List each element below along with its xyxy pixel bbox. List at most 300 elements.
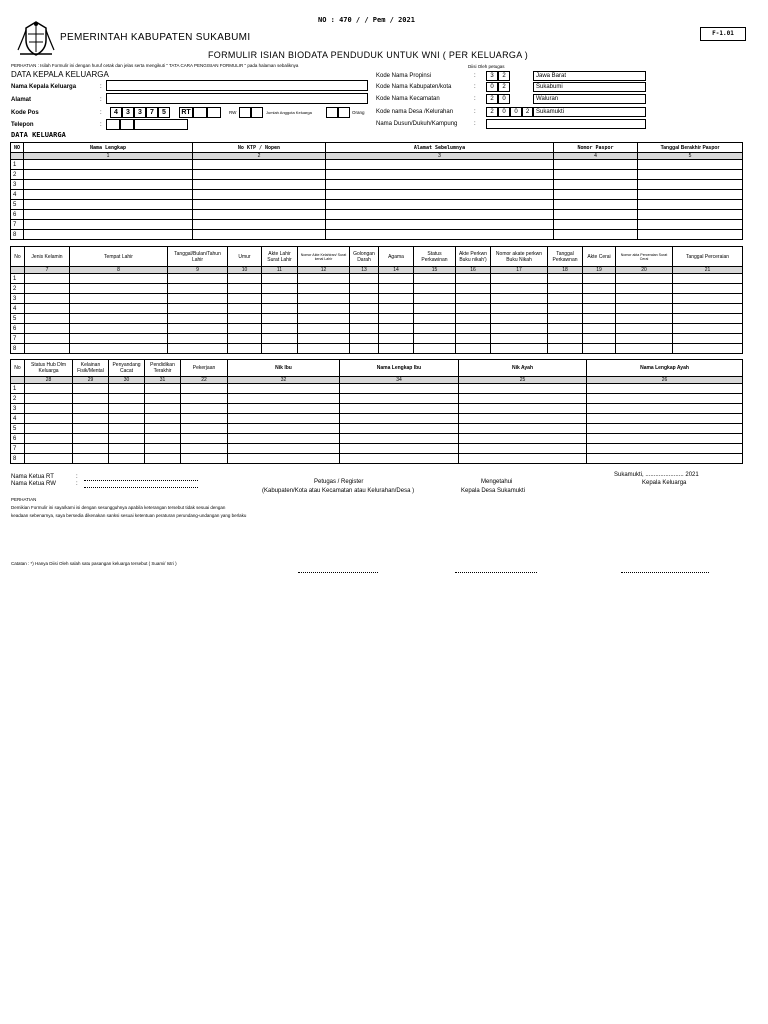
col-header: Umur — [228, 247, 262, 267]
table-cell[interactable] — [181, 384, 228, 394]
rw-input[interactable] — [239, 107, 251, 118]
postcode-digit[interactable]: 4 — [110, 107, 122, 118]
table-cell[interactable] — [340, 404, 459, 414]
table-row — [11, 454, 743, 464]
col-header: Penyandang Cacat — [109, 360, 145, 377]
table-cell[interactable] — [262, 304, 298, 314]
table-cell[interactable] — [616, 314, 673, 324]
table-cell[interactable] — [554, 180, 638, 190]
province-name[interactable]: Jawa Barat — [533, 71, 646, 81]
table-cell[interactable] — [228, 454, 340, 464]
table-cell[interactable] — [456, 284, 491, 294]
table-cell[interactable] — [70, 314, 168, 324]
table-cell[interactable] — [456, 314, 491, 324]
table-cell[interactable] — [73, 384, 109, 394]
table-cell[interactable] — [25, 314, 70, 324]
members-input[interactable] — [338, 107, 350, 118]
table-cell[interactable] — [25, 274, 70, 284]
phone-input[interactable] — [134, 119, 188, 130]
table-cell[interactable] — [379, 314, 414, 324]
table-cell[interactable] — [25, 424, 73, 434]
district-name[interactable]: Waluran — [533, 94, 646, 104]
postcode-digit[interactable]: 3 — [134, 107, 146, 118]
table-cell[interactable] — [673, 304, 743, 314]
village-name[interactable]: Sukamukti — [533, 107, 646, 117]
col-number: 18 — [548, 267, 583, 274]
table-cell[interactable] — [548, 294, 583, 304]
row-number: 2 — [11, 394, 25, 404]
table-cell[interactable] — [491, 284, 548, 294]
table-cell[interactable] — [109, 414, 145, 424]
table-cell[interactable] — [587, 404, 743, 414]
table-cell[interactable] — [491, 314, 548, 324]
table-cell[interactable] — [228, 424, 340, 434]
table-cell[interactable] — [616, 294, 673, 304]
table-cell[interactable] — [262, 284, 298, 294]
table-cell[interactable] — [262, 344, 298, 354]
table-cell[interactable] — [379, 344, 414, 354]
table-cell[interactable] — [24, 210, 193, 220]
table-cell[interactable] — [491, 344, 548, 354]
table-cell[interactable] — [228, 314, 262, 324]
table-cell[interactable] — [168, 284, 228, 294]
table-cell[interactable] — [298, 344, 350, 354]
table-cell[interactable] — [228, 324, 262, 334]
table-cell[interactable] — [548, 284, 583, 294]
table-cell[interactable] — [554, 190, 638, 200]
table-cell[interactable] — [583, 284, 616, 294]
table-cell[interactable] — [145, 414, 181, 424]
table-cell[interactable] — [145, 404, 181, 414]
table-cell[interactable] — [673, 284, 743, 294]
table-cell[interactable] — [181, 444, 228, 454]
table-cell[interactable] — [459, 434, 587, 444]
family-head-signature-line[interactable] — [621, 569, 709, 573]
table-cell[interactable] — [414, 344, 456, 354]
table-cell[interactable] — [587, 454, 743, 464]
table-cell[interactable] — [298, 294, 350, 304]
col-header: Kelainan Fisik/Mental — [73, 360, 109, 377]
table-cell[interactable] — [414, 314, 456, 324]
table-cell[interactable] — [193, 200, 326, 210]
emblem-icon — [16, 20, 56, 58]
table-cell[interactable] — [25, 334, 70, 344]
table-cell[interactable] — [673, 274, 743, 284]
table-cell[interactable] — [168, 294, 228, 304]
table-cell[interactable] — [109, 424, 145, 434]
table-cell[interactable] — [414, 274, 456, 284]
table-cell[interactable] — [109, 384, 145, 394]
table-cell[interactable] — [554, 160, 638, 170]
table-cell[interactable] — [109, 454, 145, 464]
table-cell[interactable] — [73, 434, 109, 444]
table-cell[interactable] — [24, 180, 193, 190]
table-cell[interactable] — [491, 304, 548, 314]
table-cell[interactable] — [25, 384, 73, 394]
col-number: 17 — [491, 267, 548, 274]
table-cell[interactable] — [350, 274, 379, 284]
col-header: Akte Lahir Surat Lahir — [262, 247, 298, 267]
table-cell[interactable] — [73, 444, 109, 454]
table-cell[interactable] — [456, 294, 491, 304]
table-cell[interactable] — [24, 170, 193, 180]
table-cell[interactable] — [638, 180, 743, 190]
table-cell[interactable] — [326, 210, 554, 220]
table-cell[interactable] — [340, 384, 459, 394]
table-cell[interactable] — [145, 424, 181, 434]
table-cell[interactable] — [350, 314, 379, 324]
table-cell[interactable] — [70, 334, 168, 344]
table-cell[interactable] — [548, 274, 583, 284]
table-cell[interactable] — [70, 284, 168, 294]
table-cell[interactable] — [228, 434, 340, 444]
table-cell[interactable] — [583, 324, 616, 334]
table-cell[interactable] — [228, 444, 340, 454]
row-number: 8 — [11, 454, 25, 464]
table-cell[interactable] — [70, 324, 168, 334]
table-row — [11, 394, 743, 404]
table-cell[interactable] — [456, 334, 491, 344]
col-number: 26 — [587, 377, 743, 384]
table-cell[interactable] — [298, 324, 350, 334]
table-cell[interactable] — [616, 304, 673, 314]
table-cell[interactable] — [24, 190, 193, 200]
table-cell[interactable] — [459, 444, 587, 454]
table-cell[interactable] — [414, 334, 456, 344]
village-head-label: Kepala Desa Sukamukti — [461, 488, 526, 494]
table-cell[interactable] — [616, 274, 673, 284]
table-cell[interactable] — [145, 434, 181, 444]
regency-code-digit[interactable]: 0 — [486, 82, 498, 92]
table-cell[interactable] — [350, 304, 379, 314]
table-cell[interactable] — [459, 394, 587, 404]
table-cell[interactable] — [638, 170, 743, 180]
table-cell[interactable] — [70, 304, 168, 314]
table-cell[interactable] — [638, 210, 743, 220]
postcode-digit[interactable]: 3 — [122, 107, 134, 118]
col-number: 3 — [326, 153, 554, 160]
table-cell[interactable] — [25, 394, 73, 404]
table-cell[interactable] — [181, 434, 228, 444]
table-cell[interactable] — [228, 334, 262, 344]
table-cell[interactable] — [262, 324, 298, 334]
table-row — [11, 180, 743, 190]
table-cell[interactable] — [350, 334, 379, 344]
rw-head-line[interactable] — [84, 482, 198, 488]
table-cell[interactable] — [193, 220, 326, 230]
place-date: Sukamukti, ....................... 2021 — [614, 472, 699, 478]
table-cell[interactable] — [583, 304, 616, 314]
table-cell[interactable] — [24, 160, 193, 170]
row-number: 6 — [11, 324, 25, 334]
row-number: 7 — [11, 444, 25, 454]
district-label: Kode Nama Kecamatan — [376, 96, 440, 102]
table-cell[interactable] — [262, 294, 298, 304]
province-code-digit[interactable]: 3 — [486, 71, 498, 81]
table-cell[interactable] — [145, 384, 181, 394]
table-cell[interactable] — [326, 230, 554, 240]
table-cell[interactable] — [193, 230, 326, 240]
rt-input[interactable] — [193, 107, 207, 118]
col-number: 31 — [145, 377, 181, 384]
table-cell[interactable] — [616, 324, 673, 334]
table-cell[interactable] — [340, 394, 459, 404]
table-cell[interactable] — [583, 294, 616, 304]
table-cell[interactable] — [70, 344, 168, 354]
table-cell[interactable] — [554, 230, 638, 240]
table-cell[interactable] — [145, 444, 181, 454]
table-cell[interactable] — [673, 334, 743, 344]
table-cell[interactable] — [583, 334, 616, 344]
village-code-digit[interactable]: 2 — [486, 107, 498, 117]
table-cell[interactable] — [554, 220, 638, 230]
table-cell[interactable] — [340, 434, 459, 444]
col-header: Alamat Sebelumnya — [326, 143, 554, 153]
table-cell[interactable] — [181, 404, 228, 414]
table-cell[interactable] — [193, 160, 326, 170]
table-cell[interactable] — [70, 274, 168, 284]
rt-input[interactable] — [207, 107, 221, 118]
table-cell[interactable] — [109, 434, 145, 444]
table-cell[interactable] — [73, 404, 109, 414]
row-number: 1 — [11, 274, 25, 284]
table-cell[interactable] — [262, 314, 298, 324]
hamlet-input[interactable] — [486, 119, 646, 129]
table-cell[interactable] — [456, 274, 491, 284]
table-cell[interactable] — [73, 394, 109, 404]
table-cell[interactable] — [350, 284, 379, 294]
table-cell[interactable] — [24, 200, 193, 210]
table-cell[interactable] — [548, 314, 583, 324]
table-cell[interactable] — [109, 444, 145, 454]
family-head-name-input[interactable] — [106, 80, 368, 91]
table-cell[interactable] — [587, 394, 743, 404]
table-cell[interactable] — [414, 284, 456, 294]
table-cell[interactable] — [379, 324, 414, 334]
table-cell[interactable] — [168, 324, 228, 334]
table-cell[interactable] — [456, 324, 491, 334]
officer-signature-line[interactable] — [298, 569, 378, 573]
table-cell[interactable] — [326, 200, 554, 210]
table-cell[interactable] — [548, 324, 583, 334]
table-cell[interactable] — [379, 274, 414, 284]
table-cell[interactable] — [491, 324, 548, 334]
table-cell[interactable] — [673, 324, 743, 334]
table-cell[interactable] — [262, 334, 298, 344]
table-row — [11, 220, 743, 230]
postcode-digit[interactable]: 5 — [158, 107, 170, 118]
table-cell[interactable] — [456, 304, 491, 314]
table-cell[interactable] — [181, 454, 228, 464]
table-cell[interactable] — [548, 344, 583, 354]
table-cell[interactable] — [638, 160, 743, 170]
table-cell[interactable] — [193, 170, 326, 180]
table-cell[interactable] — [673, 314, 743, 324]
postcode-digit[interactable]: 7 — [146, 107, 158, 118]
district-code-digit[interactable]: 0 — [498, 94, 510, 104]
col-number: 14 — [379, 267, 414, 274]
regency-code-digit[interactable]: 2 — [498, 82, 510, 92]
table-cell[interactable] — [587, 424, 743, 434]
table-cell[interactable] — [350, 294, 379, 304]
table-cell[interactable] — [638, 190, 743, 200]
table-cell[interactable] — [25, 414, 73, 424]
table-cell[interactable] — [168, 274, 228, 284]
table-cell[interactable] — [459, 454, 587, 464]
document-number: NO : 470 / / Pem / 2021 — [318, 16, 415, 24]
table-cell[interactable] — [109, 394, 145, 404]
table-cell[interactable] — [587, 384, 743, 394]
province-code-digit[interactable]: 2 — [498, 71, 510, 81]
rt-label: RT — [179, 107, 193, 118]
table-cell[interactable] — [616, 344, 673, 354]
table-cell[interactable] — [193, 190, 326, 200]
table-cell[interactable] — [168, 334, 228, 344]
table-cell[interactable] — [24, 220, 193, 230]
table-cell[interactable] — [193, 180, 326, 190]
table-cell[interactable] — [459, 414, 587, 424]
table-cell[interactable] — [638, 220, 743, 230]
table-cell[interactable] — [340, 414, 459, 424]
table-cell[interactable] — [326, 170, 554, 180]
table-cell[interactable] — [673, 294, 743, 304]
table-cell[interactable] — [414, 304, 456, 314]
table-cell[interactable] — [379, 334, 414, 344]
col-header: Nama Lengkap — [24, 143, 193, 153]
table-cell[interactable] — [491, 294, 548, 304]
table-cell[interactable] — [181, 414, 228, 424]
table-cell[interactable] — [587, 444, 743, 454]
table-row — [11, 344, 743, 354]
table-cell[interactable] — [228, 284, 262, 294]
table-cell[interactable] — [70, 294, 168, 304]
table-cell[interactable] — [350, 344, 379, 354]
district-code-digit[interactable]: 2 — [486, 94, 498, 104]
table-cell[interactable] — [326, 220, 554, 230]
table-cell[interactable] — [554, 170, 638, 180]
table-cell[interactable] — [548, 304, 583, 314]
table-cell[interactable] — [326, 180, 554, 190]
table-cell[interactable] — [340, 454, 459, 464]
table-cell[interactable] — [73, 424, 109, 434]
table-cell[interactable] — [228, 414, 340, 424]
row-number: 6 — [11, 434, 25, 444]
table-cell[interactable] — [228, 344, 262, 354]
table-cell[interactable] — [554, 200, 638, 210]
table-cell[interactable] — [181, 394, 228, 404]
table-cell[interactable] — [25, 284, 70, 294]
table-cell[interactable] — [491, 334, 548, 344]
table-cell[interactable] — [638, 200, 743, 210]
table-cell[interactable] — [25, 434, 73, 444]
table-cell[interactable] — [414, 294, 456, 304]
table-cell[interactable] — [379, 304, 414, 314]
table-cell[interactable] — [25, 404, 73, 414]
table-cell[interactable] — [491, 274, 548, 284]
table-cell[interactable] — [24, 230, 193, 240]
village-label: Kode nama Desa /Kelurahan — [376, 109, 454, 115]
table-cell[interactable] — [181, 424, 228, 434]
table-cell[interactable] — [326, 190, 554, 200]
table-cell[interactable] — [587, 414, 743, 424]
table-cell[interactable] — [228, 384, 340, 394]
members-input[interactable] — [326, 107, 338, 118]
village-code-digit[interactable]: 2 — [522, 107, 533, 117]
table-cell[interactable] — [228, 394, 340, 404]
table-cell[interactable] — [25, 324, 70, 334]
rw-input[interactable] — [251, 107, 263, 118]
table-cell[interactable] — [638, 230, 743, 240]
rw-label: RW — [229, 110, 237, 115]
table-cell[interactable] — [616, 334, 673, 344]
table-cell[interactable] — [73, 454, 109, 464]
table-cell[interactable] — [145, 394, 181, 404]
table-cell[interactable] — [25, 454, 73, 464]
table-cell[interactable] — [228, 304, 262, 314]
regency-name[interactable]: Sukabumi — [533, 82, 646, 92]
table-cell[interactable] — [459, 424, 587, 434]
table-cell[interactable] — [228, 274, 262, 284]
table-cell[interactable] — [583, 344, 616, 354]
table-cell[interactable] — [587, 434, 743, 444]
table-cell[interactable] — [583, 274, 616, 284]
table-cell[interactable] — [340, 424, 459, 434]
address-input[interactable] — [106, 93, 368, 104]
table-cell[interactable] — [298, 274, 350, 284]
table-cell[interactable] — [298, 284, 350, 294]
table-cell[interactable] — [73, 414, 109, 424]
table-cell[interactable] — [379, 284, 414, 294]
table-cell[interactable] — [673, 344, 743, 354]
table-cell[interactable] — [262, 274, 298, 284]
table-cell[interactable] — [228, 294, 262, 304]
table-cell[interactable] — [298, 334, 350, 344]
table-cell[interactable] — [25, 444, 73, 454]
table-cell[interactable] — [554, 210, 638, 220]
table-cell[interactable] — [168, 304, 228, 314]
table-cell[interactable] — [616, 284, 673, 294]
table-cell[interactable] — [583, 314, 616, 324]
table-cell[interactable] — [414, 324, 456, 334]
table-cell[interactable] — [379, 294, 414, 304]
table-cell[interactable] — [298, 304, 350, 314]
table-cell[interactable] — [228, 404, 340, 414]
village-head-signature-line[interactable] — [455, 569, 537, 573]
form-code: F-1.01 — [700, 27, 746, 41]
table-cell[interactable] — [25, 304, 70, 314]
table-cell[interactable] — [193, 210, 326, 220]
table-cell[interactable] — [459, 384, 587, 394]
table-cell[interactable] — [168, 344, 228, 354]
table-cell[interactable] — [298, 314, 350, 324]
village-code-digit[interactable]: 0 — [510, 107, 522, 117]
table-cell[interactable] — [340, 444, 459, 454]
table-cell[interactable] — [459, 404, 587, 414]
table-cell[interactable] — [326, 160, 554, 170]
phone-input[interactable] — [120, 119, 134, 130]
table-cell[interactable] — [456, 344, 491, 354]
table-cell[interactable] — [548, 334, 583, 344]
table-cell[interactable] — [168, 314, 228, 324]
rt-head-line[interactable] — [84, 475, 198, 481]
phone-input[interactable] — [106, 119, 120, 130]
village-code-digit[interactable]: 0 — [498, 107, 510, 117]
table-cell[interactable] — [109, 404, 145, 414]
table-cell[interactable] — [25, 294, 70, 304]
table-cell[interactable] — [145, 454, 181, 464]
table-cell[interactable] — [25, 344, 70, 354]
table-cell[interactable] — [350, 324, 379, 334]
